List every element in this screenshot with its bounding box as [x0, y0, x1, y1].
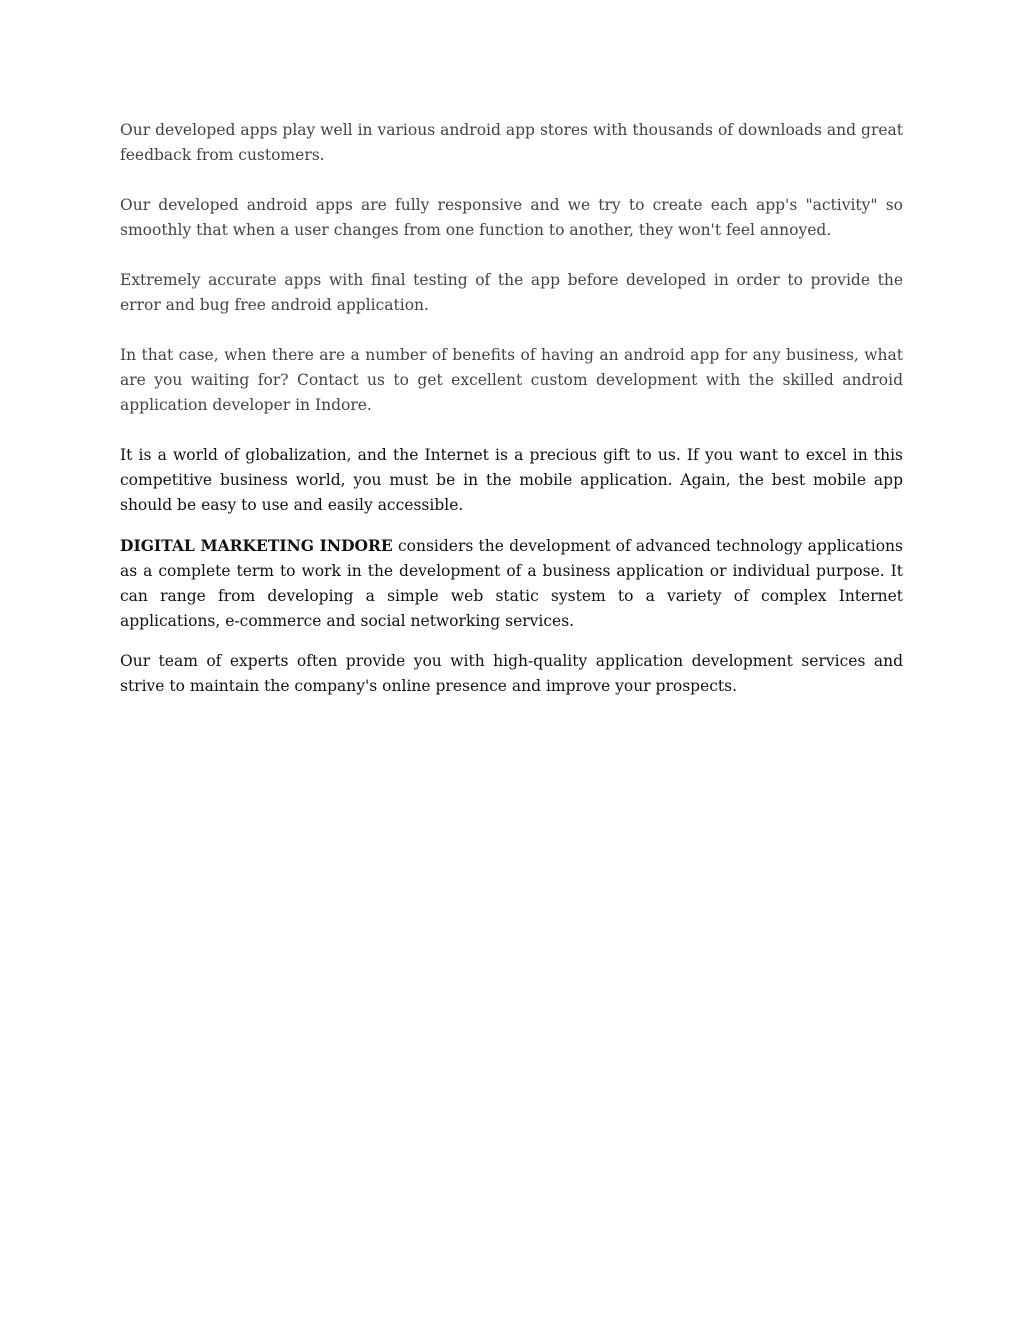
- paragraph-digital-marketing-text: considers the development of advanced technology applications as a complete term to work in the development of a business application or individual purpose. It can range from developing a simple web static system to a variety of complex Internet applications, e-commerce and social networking services.: [120, 537, 903, 630]
- paragraph-team-of-experts: Our team of experts often provide you with high-quality application development services and strive to maintain the company's online presence and improve your prospects.: [120, 652, 903, 695]
- document-body: [120, 118, 903, 699]
- paragraph-app-stores: Our developed apps play well in various android app stores with thousands of downloads and great feedback from customers.: [120, 121, 903, 164]
- paragraph-contact-us: In that case, when there are a number of benefits of having an android app for any business, what are you waiting for? Contact us to get excellent custom development with the skilled android application developer in Indore.: [120, 346, 903, 414]
- paragraph-globalization: It is a world of globalization, and the Internet is a precious gift to us. If you want to excel in this competitive business world, you must be in the mobile application. Again, the best mobile app should be easy to use and easily accessible.: [120, 446, 903, 514]
- company-name: DIGITAL MARKETING INDORE: [120, 536, 393, 555]
- paragraph-digital-marketing-indore: [120, 533, 903, 634]
- paragraph-responsive-apps: Our developed android apps are fully responsive and we try to create each app's "activity" so smoothly that when a user changes from one function to another, they won't feel annoyed.: [120, 196, 903, 239]
- paragraph-accurate-apps: Extremely accurate apps with final testing of the app before developed in order to provide the error and bug free android application.: [120, 271, 903, 314]
